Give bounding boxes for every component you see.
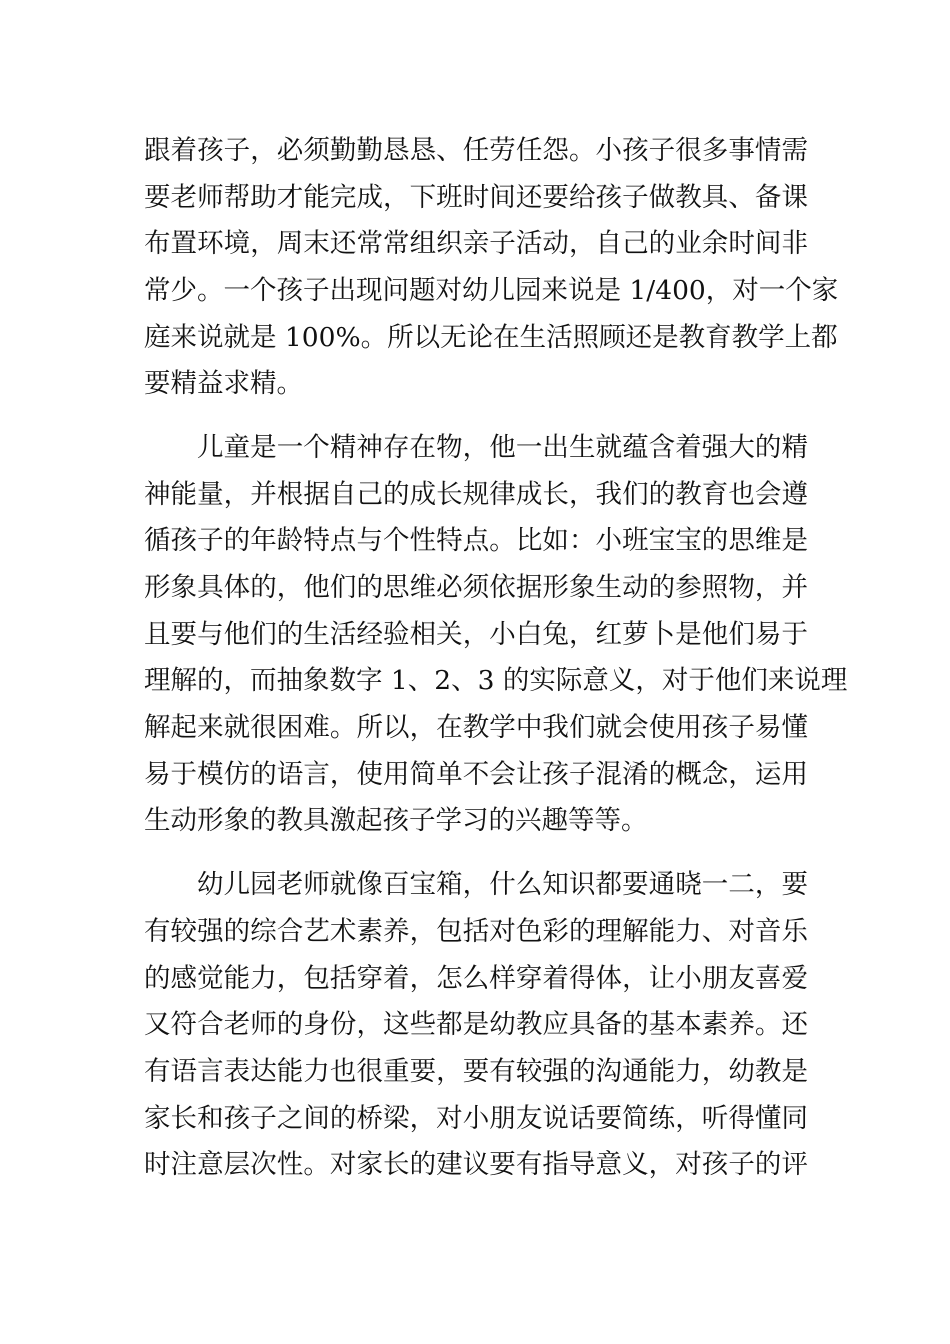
paragraph-first-line: 儿童是一个精神存在物，他一出生就蕴含着强大的精 <box>197 432 808 463</box>
text-line: 解起来就很困难。所以，在教学中我们就会使用孩子易懂 <box>144 712 808 743</box>
text-line: 时注意层次性。对家长的建议要有指导意义，对孩子的评 <box>144 1149 808 1180</box>
text-line: 要精益求精。 <box>144 368 303 399</box>
text-line: 且要与他们的生活经验相关，小白兔，红萝卜是他们易于 <box>144 619 808 650</box>
text-line: 形象具体的，他们的思维必须依据形象生动的参照物，并 <box>144 572 808 603</box>
text-line: 又符合老师的身份，这些都是幼教应具备的基本素养。还 <box>144 1009 808 1040</box>
text-line: 家长和孩子之间的桥梁，对小朋友说话要简练，听得懂同 <box>144 1103 808 1134</box>
text-line: 理解的，而抽象数字 1、2、3 的实际意义，对于他们来说理 <box>144 665 848 696</box>
text-line: 生动形象的教具激起孩子学习的兴趣等等。 <box>144 805 648 836</box>
text-line: 常少。一个孩子出现问题对幼儿园来说是 1/400，对一个家 <box>144 275 839 306</box>
text-line: 有语言表达能力也很重要，要有较强的沟通能力，幼教是 <box>144 1056 808 1087</box>
text-line: 易于模仿的语言，使用简单不会让孩子混淆的概念，运用 <box>144 759 808 790</box>
text-line: 的感觉能力，包括穿着，怎么样穿着得体，让小朋友喜爱 <box>144 963 808 994</box>
text-line: 跟着孩子，必须勤勤恳恳、任劳任怨。小孩子很多事情需 <box>144 135 808 166</box>
paragraph-first-line: 幼儿园老师就像百宝箱，什么知识都要通晓一二，要 <box>197 869 808 900</box>
text-line: 有较强的综合艺术素养，包括对色彩的理解能力、对音乐 <box>144 916 808 947</box>
text-line: 要老师帮助才能完成，下班时间还要给孩子做教具、备课 <box>144 182 808 213</box>
text-line: 循孩子的年龄特点与个性特点。比如：小班宝宝的思维是 <box>144 525 808 556</box>
text-line: 布置环境，周末还常常组织亲子活动，自己的业余时间非 <box>144 228 808 259</box>
text-line: 庭来说就是 100%。所以无论在生活照顾还是教育教学上都 <box>144 322 838 353</box>
text-line: 神能量，并根据自己的成长规律成长，我们的教育也会遵 <box>144 479 808 510</box>
